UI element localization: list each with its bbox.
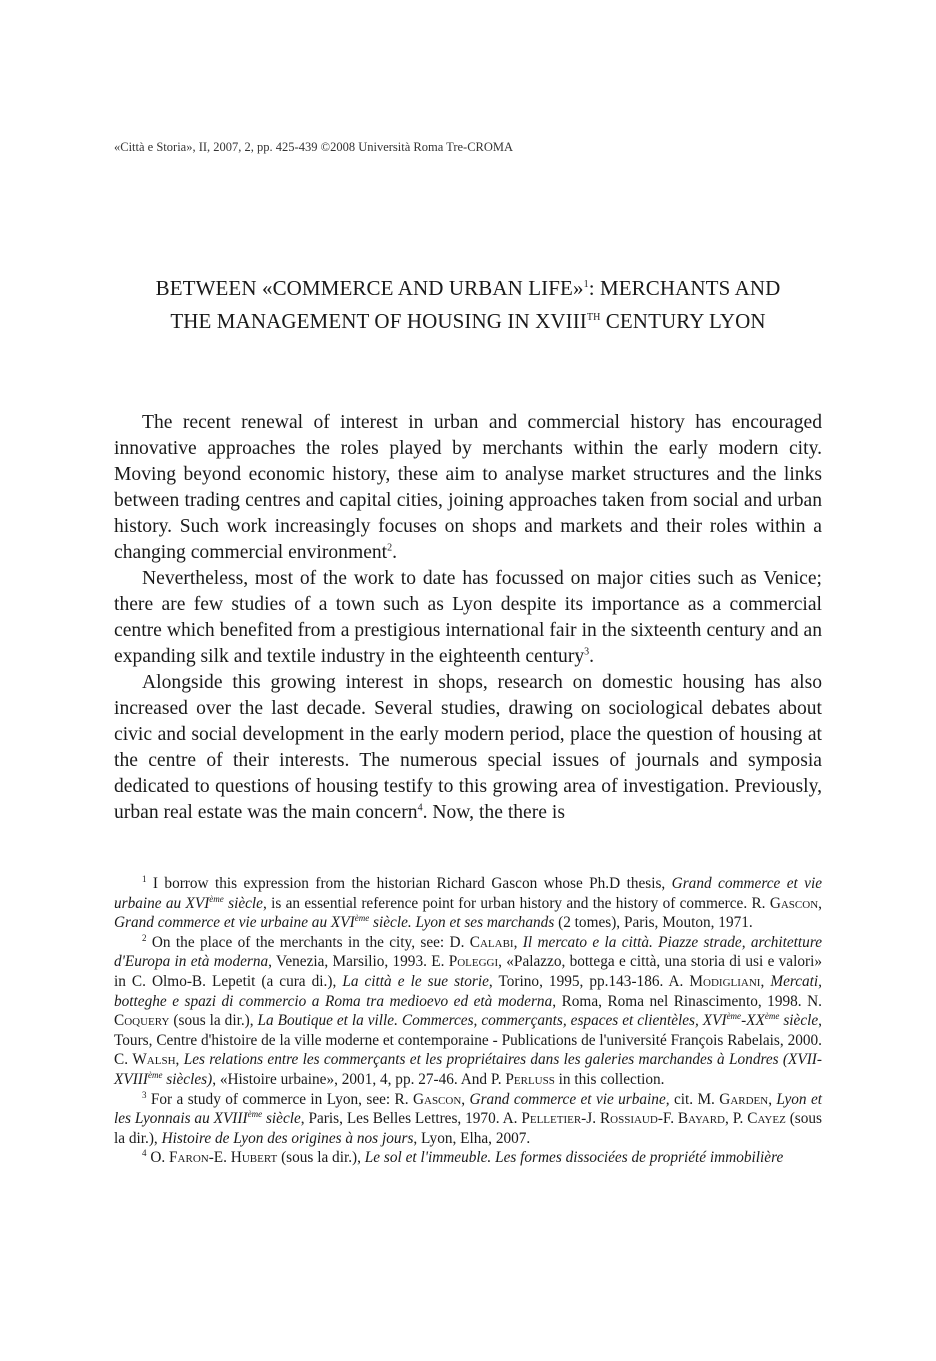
title-line-1 — [0, 270, 936, 303]
footnote-text: , — [461, 1090, 470, 1108]
italic-title: Grand commerce et vie urbaine, — [469, 1090, 670, 1108]
author-name: Cayez — [747, 1110, 786, 1128]
footnote-text: , Paris, Les Belles Lettres, 1970. A. — [300, 1110, 522, 1128]
author-name: Pelletier-J. Rossiaud-F. Bayard — [521, 1110, 726, 1128]
footnote-1 — [114, 874, 822, 933]
title-text: : MERCHANTS AND — [588, 276, 781, 300]
italic-title: Lyon et les Lyonnais au XVIII — [114, 1090, 822, 1128]
paragraph — [114, 670, 822, 826]
italic-title: La città e le sue storie — [342, 972, 489, 990]
footnote-text: in this collection. — [554, 1070, 665, 1088]
footnote-number: 1 — [142, 873, 147, 884]
footnote-text: , — [768, 1090, 777, 1108]
footnote-text: , «Histoire urbaine», 2001, 4, pp. 27-46. And P. — [212, 1070, 506, 1088]
italic-title: siècle — [779, 1012, 819, 1030]
footnotes — [114, 874, 822, 1168]
author-name: Garden — [719, 1090, 769, 1108]
author-name: Perluss — [505, 1070, 555, 1088]
author-name: Poleggi — [448, 953, 499, 971]
paragraph-text: Alongside this growing interest in shops, research on domestic housing has also increased over the last decade. Several studies, drawing on sociological debates about civic and social development in the early modern period, place the question of housing at the centre of their interests. The numerous special issues of journals and symposia dedicated to questions of housing testify to this growing area of investigation. Previously, urban real estate was the main concern — [114, 672, 822, 823]
footnote-4 — [114, 1148, 822, 1168]
footnote-text: , — [175, 1051, 184, 1069]
italic-title: siècle — [223, 894, 263, 912]
italic-title: Le sol et l'immeuble. Les formes dissociées de propriété immobilière — [364, 1149, 784, 1167]
italic-title: Il mercato e la città. Piazze strade, architetture d'Europa in età moderna — [114, 933, 822, 971]
italic-title: Grand commerce et vie urbaine au XVI — [114, 875, 823, 912]
footnote-ref[interactable]: 2 — [387, 542, 393, 554]
author-name: Calabi — [469, 933, 514, 951]
superscript: ème — [247, 1109, 263, 1120]
superscript: TH — [586, 312, 601, 323]
superscript: ème — [764, 1011, 780, 1022]
author-name: Walsh — [132, 1051, 176, 1069]
footnote-3 — [114, 1090, 822, 1149]
footnote-number: 4 — [142, 1148, 147, 1159]
superscript: ème — [726, 1011, 742, 1022]
author-name: Gascon — [412, 1090, 462, 1108]
footnote-text: , Lyon, Elha, 2007. — [413, 1129, 531, 1147]
footnote-text: , Venezia, Marsilio, 1993. E. — [268, 953, 449, 971]
footnote-ref[interactable]: 1 — [583, 279, 589, 290]
italic-title: Les relations entre les commerçants et les propriétaires dans les galeries marchandes à Londres (XVII-XVIII — [114, 1051, 822, 1088]
article-title — [0, 270, 936, 336]
footnote-text: (2 tomes), Paris, Mouton, 1971. — [554, 914, 753, 932]
paragraph — [114, 410, 822, 566]
footnote-text: (sous la dir.), — [169, 1012, 258, 1030]
footnote-text: , P. — [725, 1110, 748, 1128]
footnote-text: , is an essential reference point for urban history and the history of commerce. R. — [262, 894, 770, 912]
title-text: THE MANAGEMENT OF HOUSING IN XVIII — [170, 309, 587, 333]
footnote-ref[interactable]: 4 — [417, 802, 423, 814]
author-name: Faron-E. Hubert — [169, 1149, 278, 1167]
footnote-text: , — [760, 972, 771, 990]
footnote-number: 2 — [142, 932, 147, 943]
footnote-text: O. — [146, 1149, 170, 1167]
paragraph-text: . — [589, 646, 595, 667]
footnote-text: , Torino, 1995, pp.143-186. A. — [488, 972, 690, 990]
footnote-text: For a study of commerce in Lyon, see: R. — [146, 1090, 413, 1108]
footnote-text: (sous la dir.), — [277, 1149, 365, 1167]
italic-title: Grand commerce et vie urbaine au XVI — [114, 914, 355, 932]
paragraph-text: . — [392, 542, 398, 563]
superscript: ème — [354, 913, 370, 924]
footnote-ref[interactable]: 3 — [584, 646, 590, 658]
footnote-text: , Tours, Centre d'histoire de la ville moderne et contemporaine - Publications de l'université François Rabelais, 2000. C. — [114, 1012, 822, 1069]
paragraph-text: . Now, the there is — [422, 802, 565, 823]
paragraph — [114, 566, 822, 670]
title-line-2 — [0, 303, 936, 336]
footnote-text: On the place of the merchants in the city, see: D. — [146, 933, 470, 951]
italic-title: siècle — [262, 1110, 301, 1128]
footnote-text: , «Palazzo, bottega e città, una storia di usi e valori» in C. Olmo-B. Lepetit (a cura di.), — [114, 953, 822, 990]
author-name: Gascon — [769, 894, 819, 912]
footnote-text: , — [513, 933, 523, 951]
italic-title: La Boutique et la ville. Commerces, commerçants, espaces et clientèles, XVI — [257, 1012, 727, 1030]
footnote-text: , Roma, Roma nel Rinascimento, 1998. N. — [552, 992, 822, 1010]
author-name: Modigliani — [689, 972, 761, 990]
footnote-2 — [114, 933, 822, 1090]
italic-title: Mercati, botteghe e spazi di commercio a Roma tra medioevo ed età moderna — [114, 972, 823, 1010]
title-text: BETWEEN «COMMERCE AND URBAN LIFE» — [155, 276, 584, 300]
journal-citation: «Città e Storia», II, 2007, 2, pp. 425-439 ©2008 Università Roma Tre-CROMA — [114, 140, 514, 154]
title-text: CENTURY LYON — [600, 309, 766, 333]
superscript: ème — [147, 1069, 163, 1080]
footnote-text: cit. M. — [669, 1090, 720, 1108]
footnote-text: , — [818, 894, 822, 912]
italic-title: -XX — [741, 1012, 765, 1030]
italic-title: siècle. Lyon et ses marchands — [369, 914, 555, 932]
footnote-text: (sous la dir.), — [114, 1110, 822, 1147]
author-name: Coquery — [114, 1012, 170, 1030]
italic-title: Histoire de Lyon des origines à nos jours — [161, 1129, 414, 1147]
italic-title: siècles) — [162, 1070, 213, 1088]
article-body — [114, 410, 822, 826]
footnote-text: I borrow this expression from the historian Richard Gascon whose Ph.D thesis, — [146, 875, 672, 892]
paragraph-text: Nevertheless, most of the work to date has focussed on major cities such as Venice; there are few studies of a town such as Lyon despite its importance as a commercial centre which benefited from a prestigious international fair in the sixteenth century and an expanding silk and textile industry in the eighteenth century — [114, 568, 822, 667]
footnote-number: 3 — [142, 1089, 147, 1100]
paragraph-text: The recent renewal of interest in urban and commercial history has encouraged innovative approaches the roles played by merchants within the early modern city. Moving beyond economic history, these aim to analyse market structures and the links between trading centres and capital cities, joining approaches taken from social and urban history. Such work increasingly focuses on shops and markets and their roles within a changing commercial environment — [114, 412, 822, 563]
superscript: ème — [209, 893, 224, 904]
